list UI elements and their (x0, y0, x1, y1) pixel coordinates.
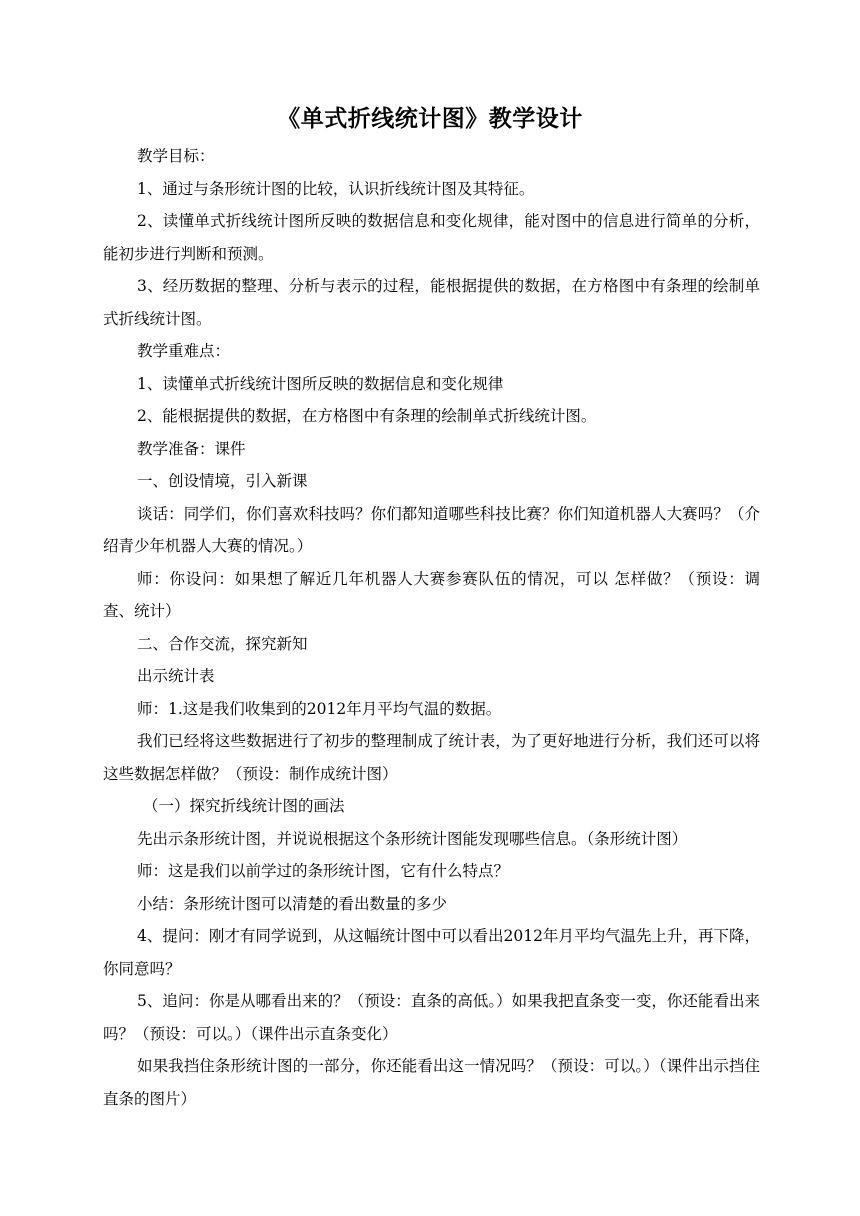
paragraph-key-point-1: 1、读懂单式折线统计图所反映的数据信息和变化规律 (137, 374, 504, 393)
paragraph-objectives-heading: 教学目标： (137, 147, 215, 165)
paragraph-show-table: 出示统计表 (137, 667, 215, 685)
paragraph-show-bar-chart: 先出示条形统计图，并说说根据这个条形统计图能发现哪些信息。（条形统计图） (137, 829, 688, 848)
paragraph-talk: 谈话：同学们，你们喜欢科技吗？你们都知道哪些科技比赛？你们知道机器人大赛吗？（介绍青少年机器人大赛的情况。） (103, 504, 760, 555)
paragraph-summary: 小结：条形统计图可以清楚的看出数量的多少 (137, 894, 448, 913)
paragraph-objective-2: 2、读懂单式折线统计图所反映的数据信息和变化规律，能对图中的信息进行简单的分析，能初步进行判断和预测。 (103, 212, 760, 263)
paragraph-subsection-heading: （一）探究折线统计图的画法 (143, 797, 345, 815)
paragraph-section-2-heading: 二、合作交流，探究新知 (137, 634, 308, 653)
paragraph-teacher-bar-chart: 师：这是我们以前学过的条形统计图，它有什么特点？ (137, 862, 510, 880)
paragraph-key-point-2: 2、能根据提供的数据，在方格图中有条理的绘制单式折线统计图。 (137, 407, 597, 425)
paragraph-teacher-data: 师：1.这是我们收集到的2012年月平均气温的数据。 (137, 699, 502, 718)
paragraph-objective-1: 1、通过与条形统计图的比较，认识折线统计图及其特征。 (137, 179, 535, 198)
document-title: 《单式折线统计图》教学设计 (277, 105, 583, 132)
paragraph-key-points-heading: 教学重难点： (137, 342, 231, 360)
document-body (103, 140, 760, 1115)
paragraph-teacher-question: 师：你设问：如果想了解近几年机器人大赛参赛队伍的情况，可以 怎样做？（预设：调查、统计） (103, 569, 760, 620)
paragraph-cover-bars: 如果我挡住条形统计图的一部分，你还能看出这一情况吗？（预设：可以。）（课件出示挡住直条的图片） (103, 1057, 760, 1108)
paragraph-question-5: 5、追问：你是从哪看出来的？（预设：直条的高低。）如果我把直条变一变，你还能看出来吗？（预设：可以。）（课件出示直条变化） (103, 992, 760, 1043)
paragraph-organized-data: 我们已经将这些数据进行了初步的整理制成了统计表，为了更好地进行分析，我们还可以将这些数据怎样做？（预设：制作成统计图） (103, 732, 760, 783)
paragraph-question-4: 4、提问：刚才有同学说到，从这幅统计图中可以看出2012年月平均气温先上升，再下降，你同意吗？ (103, 927, 760, 978)
paragraph-objective-3: 3、经历数据的整理、分析与表示的过程，能根据提供的数据，在方格图中有条理的绘制单式折线统计图。 (103, 277, 760, 328)
paragraph-preparation: 教学准备：课件 (137, 439, 246, 458)
paragraph-section-1-heading: 一、创设情境，引入新课 (137, 472, 308, 490)
